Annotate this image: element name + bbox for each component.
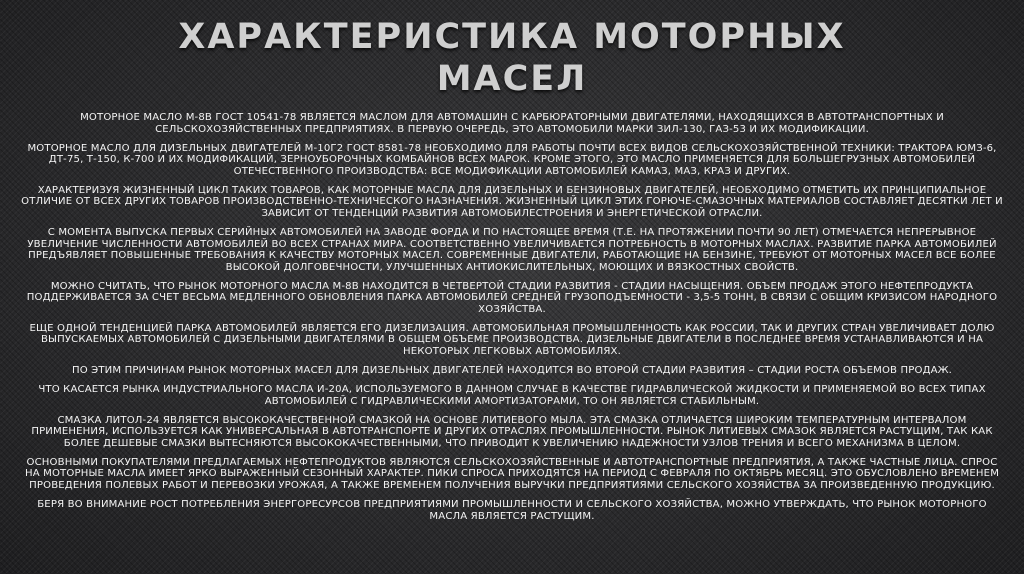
slide-title-line-2: МАСЕЛ bbox=[436, 59, 588, 99]
paragraph: МОЖНО СЧИТАТЬ, ЧТО РЫНОК МОТОРНОГО МАСЛА М-8В НАХОДИТСЯ В ЧЕТВЕРТОЙ СТАДИИ РАЗВИТИЯ - СТАДИИ НАСЫЩЕНИЯ. ОБЪЕМ ПРОДАЖ ЭТОГО НЕФТЕПРОДУКТА ПОДДЕРЖИВАЕТСЯ ЗА СЧЕТ ВЕСЬМА МЕДЛЕННОГО ОБНОВЛЕНИЯ ПАРКА АВТОМОБИЛЕЙ СРЕДНЕЙ ГРУЗОПОДЪЕМНОСТИ - 3,5-5 ТОНН, В СВЯЗИ С ОБЩИМ КРИЗИСОМ НАРОДНОГО ХОЗЯЙСТВА. bbox=[26, 280, 998, 315]
paragraph: ПО ЭТИМ ПРИЧИНАМ РЫНОК МОТОРНЫХ МАСЕЛ ДЛЯ ДИЗЕЛЬНЫХ ДВИГАТЕЛЕЙ НАХОДИТСЯ ВО ВТОРОЙ СТАДИИ РАЗВИТИЯ – СТАДИИ РОСТА ОБЪЕМОВ ПРОДАЖ. bbox=[71, 365, 953, 377]
paragraph: МОТОРНОЕ МАСЛО М-8В ГОСТ 10541-78 ЯВЛЯЕТСЯ МАСЛОМ ДЛЯ АВТОМАШИН С КАРБЮРАТОРНЫМИ ДВИГАТЕЛЯМИ, НАХОДЯЩИХСЯ В АВТОТРАНСПОРТНЫХ И СЕЛЬСКОХОЗЯЙСТВЕННЫХ ПРЕДПРИЯТИЯХ. В ПЕРВУЮ ОЧЕРЕДЬ, ЭТО АВТОМОБИЛИ МАРКИ ЗИЛ-130, ГАЗ-53 И ИХ МОДИФИКАЦИИ. bbox=[80, 112, 944, 135]
paragraph: ХАРАКТЕРИЗУЯ ЖИЗНЕННЫЙ ЦИКЛ ТАКИХ ТОВАРОВ, КАК МОТОРНЫЕ МАСЛА ДЛЯ ДИЗЕЛЬНЫХ И БЕНЗИНОВЫХ ДВИГАТЕЛЕЙ, НЕОБХОДИМО ОТМЕТИТЬ ИХ ПРИНЦИПИАЛЬНОЕ ОТЛИЧИЕ ОТ ВСЕХ ДРУГИХ ТОВАРОВ ПРОИЗВОДСТВЕННО-ТЕХНИЧЕСКОГО НАЗНАЧЕНИЯ. ЖИЗНЕННЫЙ ЦИКЛ ЭТИХ ГОРЮЧЕ-СМАЗОЧНЫХ МАТЕРИАЛОВ СОСТАВЛЯЕТ ДЕСЯТКИ ЛЕТ И ЗАВИСИТ ОТ ТЕНДЕНЦИЙ РАЗВИТИЯ АВТОМОБИЛЕСТРОЕНИЯ И ЭНЕРГЕТИЧЕСКОЙ ОТРАСЛИ. bbox=[21, 184, 1003, 219]
paragraph: ЧТО КАСАЕТСЯ РЫНКА ИНДУСТРИАЛЬНОГО МАСЛА И-20А, ИСПОЛЬЗУЕМОГО В ДАННОМ СЛУЧАЕ В КАЧЕСТВЕ ГИДРАВЛИЧЕСКОЙ ЖИДКОСТИ И ПРИМЕНЯЕМОЙ ВО ВСЕХ ТИПАХ АВТОМОБИЛЕЙ С ГИДРАВЛИЧЕСКИМИ АМОРТИЗАТОРАМИ, ТО ОН ЯВЛЯЕТСЯ СТАБИЛЬНЫМ. bbox=[38, 384, 986, 407]
paragraph: МОТОРНОЕ МАСЛО ДЛЯ ДИЗЕЛЬНЫХ ДВИГАТЕЛЕЙ М-10Г2 ГОСТ 8581-78 НЕОБХОДИМО ДЛЯ РАБОТЫ ПОЧТИ ВСЕХ ВИДОВ СЕЛЬСКОХОЗЯЙСТВЕННОЙ ТЕХНИКИ: ТРАКТОРА ЮМЗ-6, ДТ-75, Т-150, К-700 И ИХ МОДИФИКАЦИЙ, ЗЕРНОУБОРОЧНЫХ КОМБАЙНОВ ВСЕХ МАРОК. КРОМЕ ЭТОГО, ЭТО МАСЛО ПРИМЕНЯЕТСЯ ДЛЯ БОЛЬШЕГРУЗНЫХ АВТОМОБИЛЕЙ ОТЕЧЕСТВЕННОГО ПРОИЗВОДСТВА: ВСЕ МОДИФИКАЦИИ АВТОМОБИЛЕЙ КАМАЗ, МАЗ, КРАЗ И ДРУГИХ. bbox=[27, 142, 997, 177]
slide-body-text bbox=[20, 112, 1004, 530]
paragraph: СМАЗКА ЛИТОЛ-24 ЯВЛЯЕТСЯ ВЫСОКОКАЧЕСТВЕННОЙ СМАЗКОЙ НА ОСНОВЕ ЛИТИЕВОГО МЫЛА. ЭТА СМАЗКА ОТЛИЧАЕТСЯ ШИРОКИМ ТЕМПЕРАТУРНЫМ ИНТЕРВАЛОМ ПРИМЕНЕНИЯ, ИСПОЛЬЗУЕТСЯ КАК УНИВЕРСАЛЬНАЯ В АВТОТРАНСПОРТЕ И ДРУГИХ ОТРАСЛЯХ ПРОМЫШЛЕННОСТИ. РЫНОК ЛИТИЕВЫХ СМАЗОК ЯВЛЯЕТСЯ РАСТУЩИМ, ТАК КАК БОЛЕЕ ДЕШЕВЫЕ СМАЗКИ ВЫТЕСНЯЮТСЯ ВЫСОКОКАЧЕСТВЕННЫМИ, ЧТО ПРИВОДИТ К УВЕЛИЧЕНИЮ НАДЕЖНОСТИ УЗЛОВ ТРЕНИЯ И ВСЕГО МЕХАНИЗМА В ЦЕЛОМ. bbox=[31, 414, 993, 449]
paragraph: БЕРЯ ВО ВНИМАНИЕ РОСТ ПОТРЕБЛЕНИЯ ЭНЕРГОРЕСУРСОВ ПРЕДПРИЯТИЯМИ ПРОМЫШЛЕННОСТИ И СЕЛЬСКОГО ХОЗЯЙСТВА, МОЖНО УТВЕРЖДАТЬ, ЧТО РЫНОК МОТОРНОГО МАСЛА ЯВЛЯЕТСЯ РАСТУЩИМ. bbox=[37, 498, 987, 522]
paragraph: ОСНОВНЫМИ ПОКУПАТЕЛЯМИ ПРЕДЛАГАЕМЫХ НЕФТЕПРОДУКТОВ ЯВЛЯЮТСЯ СЕЛЬСКОХОЗЯЙСТВЕННЫЕ И АВТОТРАНСПОРТНЫЕ ПРЕДПРИЯТИЯ, А ТАКЖЕ ЧАСТНЫЕ ЛИЦА. СПРОС НА МОТОРНЫЕ МАСЛА ИМЕЕТ ЯРКО ВЫРАЖЕННЫЙ СЕЗОННЫЙ ХАРАКТЕР. ПИКИ СПРОСА ПРИХОДЯТСЯ НА ПЕРИОД С ФЕВРАЛЯ ПО ОКТЯБРЬ МЕСЯЦ. ЭТО ОБУСЛОВЛЕНО ВРЕМЕНЕМ ПРОВЕДЕНИЯ ПОЛЕВЫХ РАБОТ И ПЕРЕВОЗКИ УРОЖАЯ, А ТАКЖЕ ВРЕМЕНЕМ ПОЛУЧЕНИЯ ВЫРУЧКИ ПРЕДПРИЯТИЯМИ СЕЛЬСКОГО ХОЗЯЙСТВА ЗА ПРОИЗВЕДЕННУЮ ПРОДУКЦИЮ. bbox=[24, 456, 1000, 491]
slide-title bbox=[150, 16, 874, 100]
paragraph: ЕЩЕ ОДНОЙ ТЕНДЕНЦИЕЙ ПАРКА АВТОМОБИЛЕЙ ЯВЛЯЕТСЯ ЕГО ДИЗЕЛИЗАЦИЯ. АВТОМОБИЛЬНАЯ ПРОМЫШЛЕННОСТЬ КАК РОССИИ, ТАК И ДРУГИХ СТРАН УВЕЛИЧИВАЕТ ДОЛЮ ВЫПУСКАЕМЫХ АВТОМОБИЛЕЙ С ДИЗЕЛЬНЫМИ ДВИГАТЕЛЯМИ В ОБЩЕМ ОБЪЕМЕ ПРОИЗВОДСТВА. ДИЗЕЛЬНЫЕ ДВИГАТЕЛИ В ПОСЛЕДНЕЕ ВРЕМЯ УСТАНАВЛИВАЮТСЯ И НА НЕКОТОРЫХ ЛЕГКОВЫХ АВТОМОБИЛЯХ. bbox=[29, 322, 995, 358]
paragraph: С МОМЕНТА ВЫПУСКА ПЕРВЫХ СЕРИЙНЫХ АВТОМОБИЛЕЙ НА ЗАВОДЕ ФОРДА И ПО НАСТОЯЩЕЕ ВРЕМЯ (Т.Е. НА ПРОТЯЖЕНИИ ПОЧТИ 90 ЛЕТ) ОТМЕЧАЕТСЯ НЕПРЕРЫВНОЕ УВЕЛИЧЕНИЕ ЧИСЛЕННОСТИ АВТОМОБИЛЕЙ ВО ВСЕХ СТРАНАХ МИРА. СООТВЕТСТВЕННО УВЕЛИЧИВАЕТСЯ ПОТРЕБНОСТЬ В МОТОРНЫХ МАСЛАХ. РАЗВИТИЕ ПАРКА АВТОМОБИЛЕЙ ПРЕДЪЯВЛЯЕТ ПОВЫШЕННЫЕ ТРЕБОВАНИЯ К КАЧЕСТВУ МОТОРНЫХ МАСЕЛ. СОВРЕМЕННЫЕ ДВИГАТЕЛИ, РАБОТАЮЩИЕ НА БЕНЗИНЕ, ТРЕБУЮТ ОТ МОТОРНЫХ МАСЕЛ ВСЕ БОЛЕЕ ВЫСОКОЙ ДОЛГОВЕЧНОСТИ, УЛУЧШЕННЫХ АНТИОКИСЛИТЕЛЬНЫХ, МОЮЩИХ И ВЯЗКОСТНЫХ СВОЙСТВ. bbox=[27, 226, 997, 273]
slide-title-line-1: ХАРАКТЕРИСТИКА МОТОРНЫХ bbox=[178, 17, 846, 57]
